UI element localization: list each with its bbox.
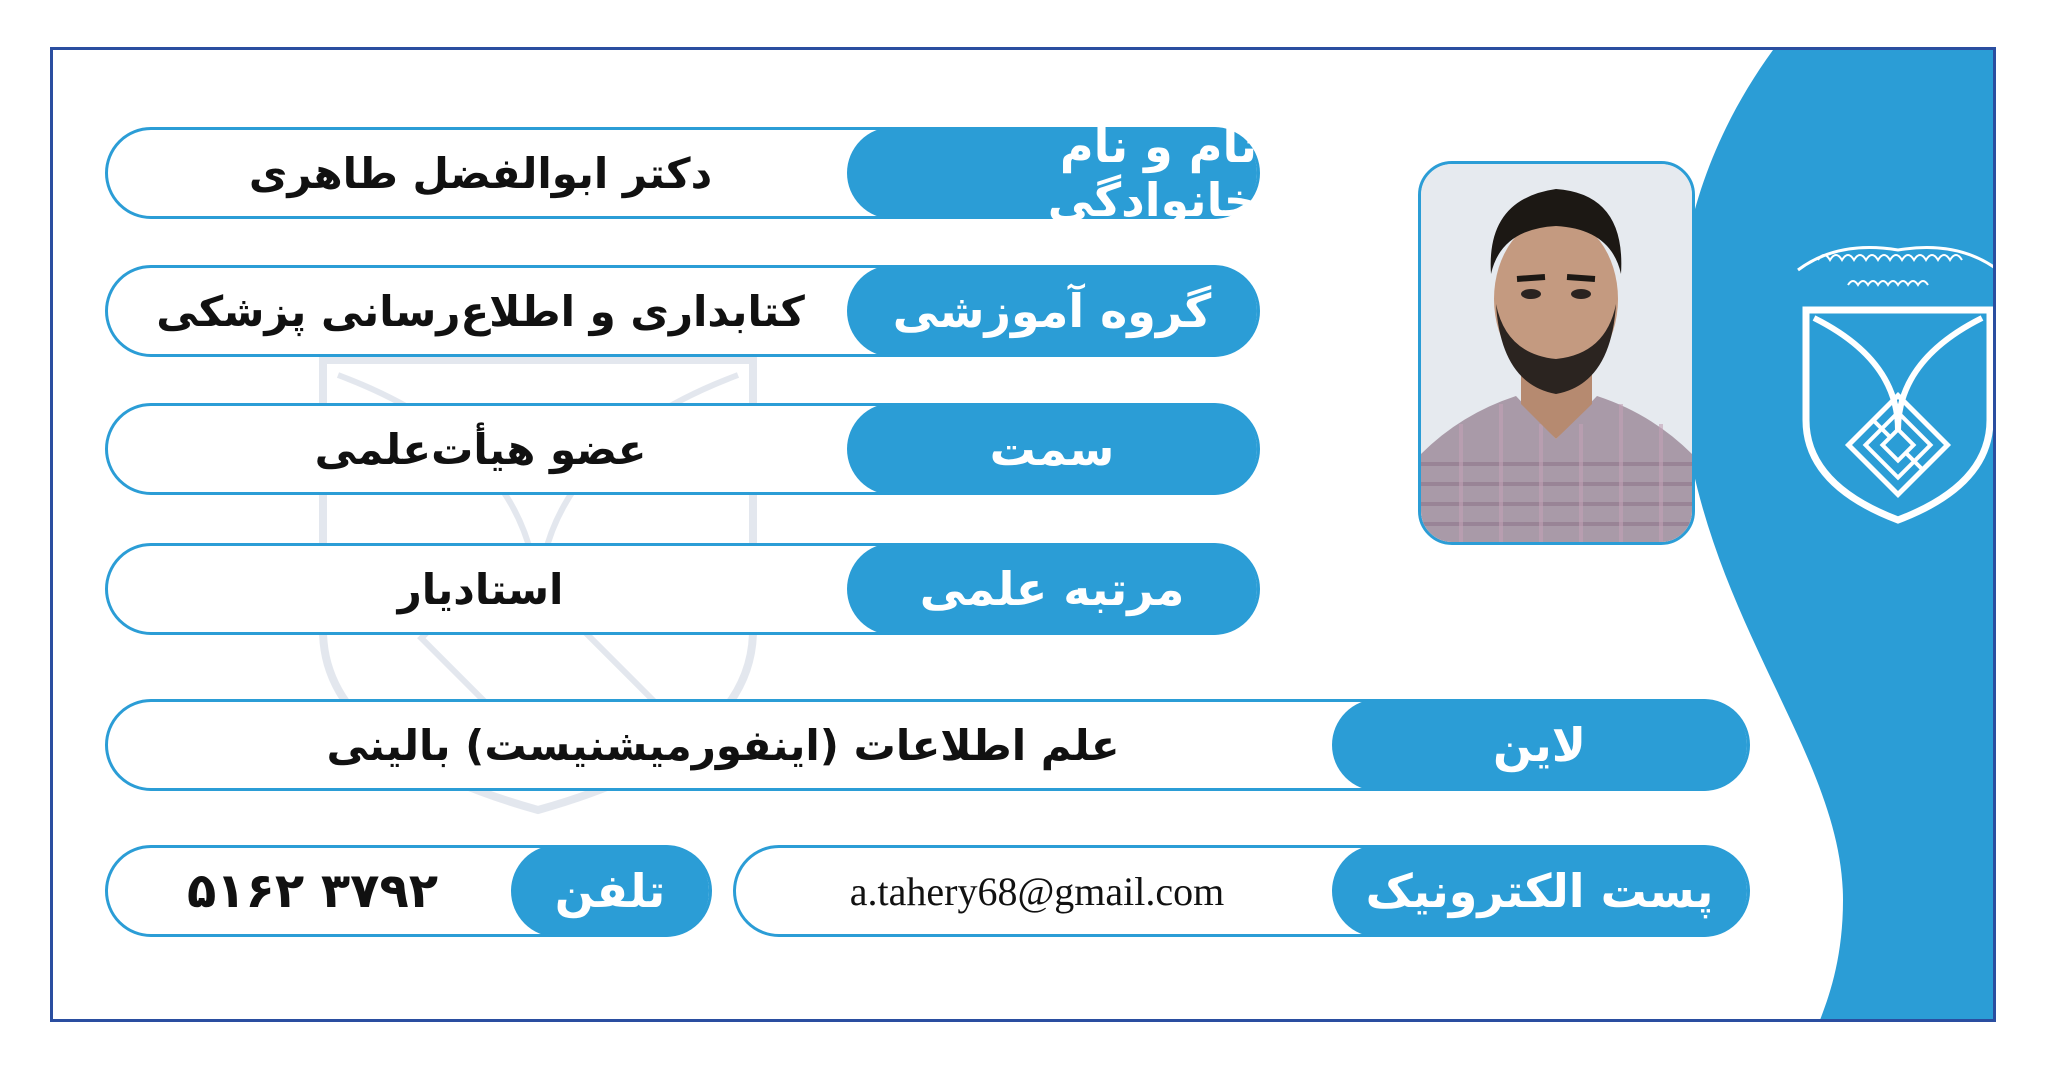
name-label: نام و نام خانوادگی	[847, 127, 1257, 219]
name-value: دکتر ابوالفضل طاهری	[248, 148, 713, 198]
name-field	[105, 119, 1260, 227]
phone-label: تلفن	[511, 845, 709, 937]
rank-field	[105, 543, 1260, 635]
group-field	[105, 265, 1260, 357]
group-value: کتابداری و اطلاع‌رسانی پزشکی	[156, 286, 805, 336]
position-label: سمت	[847, 403, 1257, 495]
email-value[interactable]: a.tahery68@gmail.com	[849, 868, 1225, 914]
position-field	[105, 403, 1260, 495]
profile-photo	[1418, 161, 1695, 545]
email-label: پست الکترونیک	[1332, 845, 1747, 937]
business-card	[50, 47, 1996, 1022]
phone-field	[105, 845, 712, 937]
university-emblem-icon	[1778, 230, 1996, 530]
rank-label: مرتبه علمی	[847, 543, 1257, 635]
phone-value: ۳۷۹۲ ۵۱۶۲	[186, 863, 439, 919]
line-label: لاین	[1332, 699, 1747, 791]
group-label: گروه آموزشی	[847, 265, 1257, 357]
rank-value: استادیار	[397, 564, 564, 614]
email-field	[733, 845, 1750, 937]
position-value: عضو هیأت‌علمی	[314, 424, 647, 474]
line-field	[105, 699, 1750, 791]
line-value: علم اطلاعات (اینفورمیشنیست) بالینی	[326, 720, 1120, 770]
